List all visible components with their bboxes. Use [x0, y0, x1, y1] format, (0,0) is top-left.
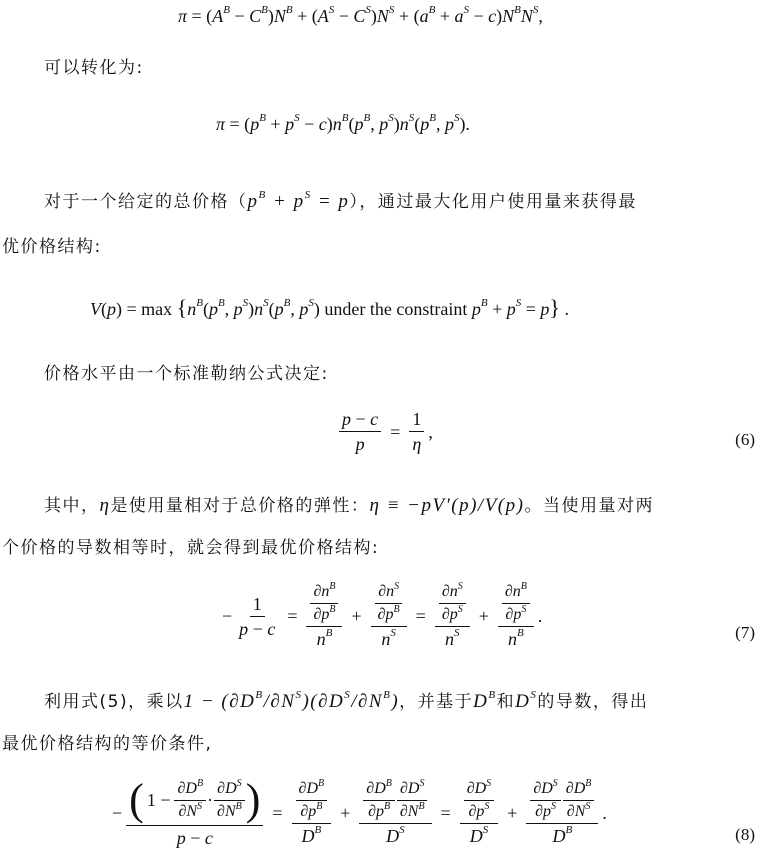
paragraph-equivalent-condition: 利用式(5)，乘以$1 - (\partial D^B/\partial N^S)(\partial D^S/\partial N^B)$，并基于$D^B$和$D^S$的导数，得出: [44, 689, 649, 712]
equation-number-7: (7): [735, 623, 755, 642]
equation-profit-full: $\pi = (A^B - C^B)N^B + (A^S - C^S)N^S + (a^B + a^S - c)N^BN^S$,: [178, 4, 543, 26]
paragraph-given-total-price: 对于一个给定的总价格$(p^B + p^S = p)$，通过最大化用户使用量来获得最: [44, 189, 637, 212]
inline-math-ds: $D^S$: [515, 689, 538, 712]
paragraph-conversion-intro: 可以转化为:: [44, 58, 144, 78]
equation-number-8: (8): [735, 825, 755, 844]
inline-math-price-sum: $p^B + p^S = p$: [247, 189, 350, 212]
inline-math-db: $D^B$: [473, 689, 497, 712]
equation-8: − ( 1 − $\frac{\partial D^B}{\partial N^S}$ · $\frac{\partial D^S}{\partial N^B}$ ) p − c = $\frac{\frac{\partial D^B}{\partial p^B}}{D^B}$ + $\frac{\partial D^B}{\partial p^B}$ $\frac{\partial D^S}{\partial N^B}$ $D^S$ = $\frac{\frac{\partial D^S}{\partial p^S}}{D^S}$ + $\frac{\partial D^S}{\partial p^S}$ $\frac{\partial D^B}{\partial N^S}$ $D^B$ .: [112, 775, 607, 848]
paragraph-equivalent-condition-line2: 最优价格结构的等价条件,: [2, 734, 213, 754]
equation-number-6: (6): [735, 430, 755, 449]
paragraph-elasticity: 其中，η是使用量相对于总价格的弹性：η ≡ −pV′(p)/V(p)。当使用量对两: [44, 495, 654, 516]
inline-math-multiplier: $1 - (\partial D^B/\partial N^S)(\partial D^S/\partial N^B)$: [183, 689, 400, 712]
paragraph-given-total-price-line2: 优价格结构:: [2, 237, 102, 257]
equation-usage-maximization: $V(p) = \max \{n^B(p^B$, $p^S)n^S(p^B$, $p^S$) under the constraint $p^B + p^S = p$} .: [90, 295, 569, 320]
equation-profit-simplified: $\pi = (p^B + p^S - c)n^B(p^B$, $p^S)n^S(p^B$, $p^S$).: [216, 112, 470, 134]
paragraph-lerner-formula: 价格水平由一个标准勒纳公式决定:: [44, 364, 329, 384]
paragraph-elasticity-line2: 个价格的导数相等时，就会得到最优价格结构:: [2, 538, 380, 558]
inline-math-eta: η: [99, 495, 111, 516]
inline-math-elasticity: η ≡ −pV′(p)/V(p): [369, 495, 525, 516]
equation-6: $\frac{p - c}{p}$ = $\frac{1}{\eta}$ ,: [335, 410, 433, 453]
equation-7: − $\frac{1}{p - c}$ = $\frac{\frac{\partial n^B}{\partial p^B}}{n^B}$ + $\frac{\frac{\partial n^S}{\partial p^B}}{n^S}$ = $\frac{\frac{\partial n^S}{\partial p^S}}{n^S}$ + $\frac{\frac{\partial n^B}{\partial p^S}}{n^B}$ .: [222, 581, 543, 649]
